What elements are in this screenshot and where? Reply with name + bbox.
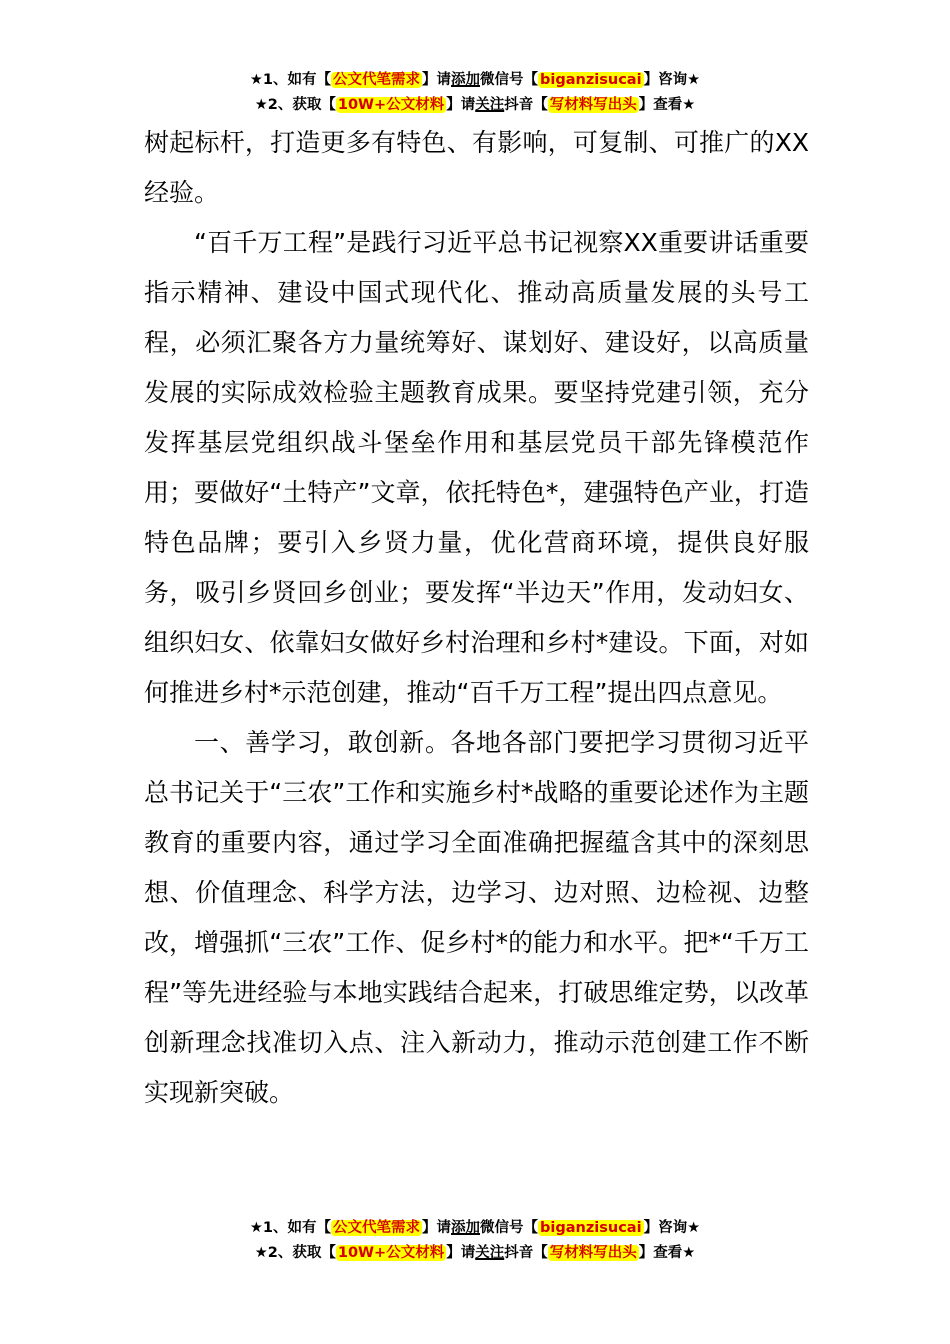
- highlight-douyin-account: 写材料写出头: [549, 1245, 637, 1261]
- footer-banner: [0, 1216, 950, 1266]
- banner-text: ★2、获取【: [254, 1245, 336, 1261]
- banner-line-1: [0, 68, 950, 93]
- highlight-wechat-id: biganzisucai: [540, 72, 642, 88]
- banner-text: ★2、获取【: [254, 97, 336, 113]
- banner-text: 】咨询★: [643, 1220, 701, 1236]
- paragraph-3: 一、善学习，敢创新。各地各部门要把学习贯彻习近平总书记关于“三农”工作和实施乡村*战略的重要论述作为主题教育的重要内容，通过学习全面准确把握蕴含其中的深刻思想、价值理念、科学方法，边学习、边对照、边检视、边整改，增强抓“三农”工作、促乡村*的能力和水平。把*“千万工程”等先进经验与本地实践结合起来，打破思维定势，以改革创新理念找准切入点、注入新动力，推动示范创建工作不断实现新突破。: [144, 728, 809, 1107]
- banner-text: 】请: [446, 97, 476, 113]
- banner-text: 】请: [422, 1220, 452, 1236]
- highlight-materials: 10W+公文材料: [337, 97, 445, 113]
- banner-line-2: [0, 1241, 950, 1266]
- banner-text: 抖音【: [504, 97, 548, 113]
- header-banner: [0, 68, 950, 118]
- banner-text: 】请: [422, 72, 452, 88]
- document-body: [144, 118, 809, 1118]
- banner-line-1: [0, 1216, 950, 1241]
- banner-text: 微信号【: [480, 72, 539, 88]
- paragraph-2: “百千万工程”是践行习近平总书记视察XX重要讲话重要指示精神、建设中国式现代化、推动高质量发展的头号工程，必须汇聚各方力量统筹好、谋划好、建设好，以高质量发展的实际成效检验主题教育成果。要坚持党建引领，充分发挥基层党组织战斗堡垒作用和基层党员干部先锋模范作用；要做好“土特产”文章，依托特色*，建强特色产业，打造特色品牌；要引入乡贤力量，优化营商环境，提供良好服务，吸引乡贤回乡创业；要发挥“半边天”作用，发动妇女、组织妇女、依靠妇女做好乡村治理和乡村*建设。下面，对如何推进乡村*示范创建，推动“百千万工程”提出四点意见。: [144, 228, 809, 707]
- banner-text: ★1、如有【: [249, 1220, 332, 1236]
- banner-text: 】咨询★: [643, 72, 701, 88]
- highlight-service: 公文代笔需求: [333, 1220, 421, 1236]
- paragraph-1: 树起标杆，打造更多有特色、有影响，可复制、可推广的XX经验。: [144, 128, 809, 207]
- banner-emphasis: 关注: [475, 1245, 505, 1261]
- banner-text: 微信号【: [480, 1220, 539, 1236]
- banner-text: 】请: [446, 1245, 476, 1261]
- highlight-wechat-id: biganzisucai: [540, 1220, 642, 1236]
- banner-line-2: [0, 93, 950, 118]
- banner-text: 】查看★: [638, 1245, 696, 1261]
- highlight-service: 公文代笔需求: [333, 72, 421, 88]
- banner-text: ★1、如有【: [249, 72, 332, 88]
- banner-emphasis: 关注: [475, 97, 505, 113]
- banner-text: 抖音【: [504, 1245, 548, 1261]
- banner-emphasis: 添加: [451, 1220, 481, 1236]
- highlight-materials: 10W+公文材料: [337, 1245, 445, 1261]
- banner-text: 】查看★: [638, 97, 696, 113]
- banner-emphasis: 添加: [451, 72, 481, 88]
- highlight-douyin-account: 写材料写出头: [549, 97, 637, 113]
